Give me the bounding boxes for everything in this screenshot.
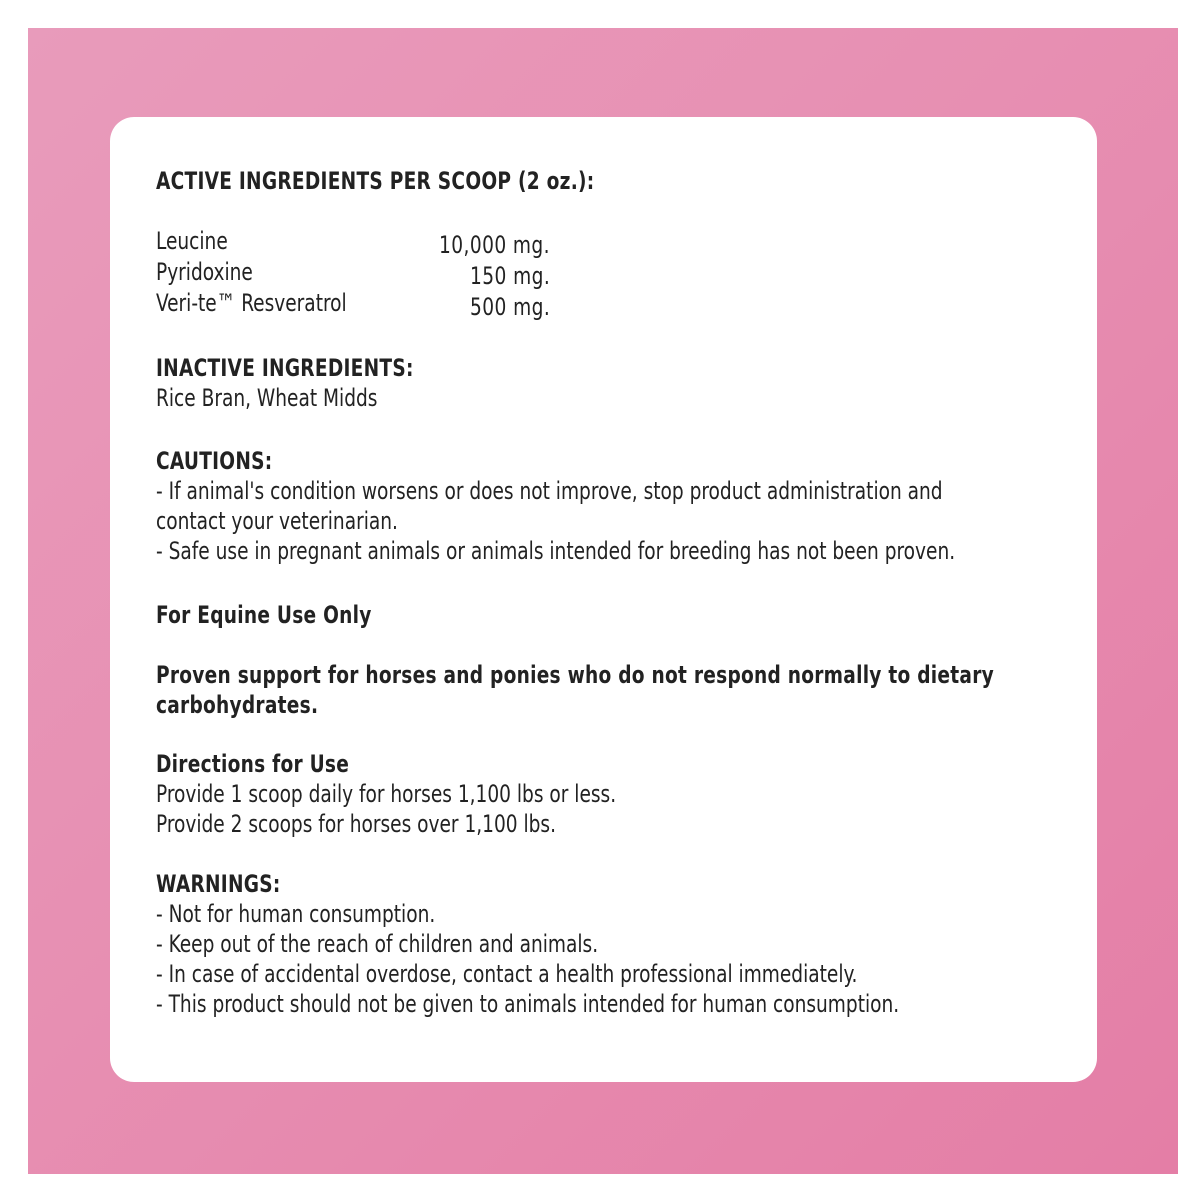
warning-line: - This product should not be given to animals intended for human consumption. bbox=[156, 990, 900, 1018]
claim-section bbox=[156, 660, 1130, 720]
directions-heading: Directions for Use bbox=[156, 750, 350, 778]
caution-line: - If animal's condition worsens or does not improve, stop product administration and bbox=[156, 477, 943, 505]
directions-line: Provide 1 scoop daily for horses 1,100 lbs or less. bbox=[156, 780, 617, 808]
ingredient-name: Leucine bbox=[156, 227, 228, 255]
ingredient-row bbox=[156, 288, 1056, 319]
ingredient-row bbox=[156, 257, 1056, 288]
ingredient-row bbox=[156, 226, 1056, 257]
inactive-ingredients-text: Rice Bran, Wheat Midds bbox=[156, 384, 378, 412]
cautions-heading: CAUTIONS: bbox=[156, 447, 273, 475]
active-ingredients-heading: ACTIVE INGREDIENTS PER SCOOP (2 oz.): bbox=[156, 167, 595, 195]
inactive-ingredients-section bbox=[156, 353, 456, 413]
caution-line: - Safe use in pregnant animals or animals intended for breeding has not been proven. bbox=[156, 537, 956, 565]
ingredients-table bbox=[156, 226, 1056, 319]
warning-line: - In case of accidental overdose, contact a health professional immediately. bbox=[156, 960, 858, 988]
ingredient-amount: 10,000 mg. bbox=[439, 231, 550, 259]
claim-line: Proven support for horses and ponies who do not respond normally to dietary bbox=[156, 661, 994, 689]
ingredient-amount: 150 mg. bbox=[469, 262, 550, 290]
caution-line: contact your veterinarian. bbox=[156, 507, 398, 535]
cautions-section bbox=[156, 446, 1085, 566]
claim-line: carbohydrates. bbox=[156, 691, 319, 719]
ingredient-amount: 500 mg. bbox=[469, 293, 550, 321]
warnings-section bbox=[156, 869, 1020, 1019]
equine-use-section bbox=[156, 600, 407, 630]
warnings-heading: WARNINGS: bbox=[156, 870, 281, 898]
directions-section bbox=[156, 749, 691, 839]
ingredient-name: Pyridoxine bbox=[156, 258, 253, 286]
inactive-ingredients-heading: INACTIVE INGREDIENTS: bbox=[156, 354, 414, 382]
equine-use-text: For Equine Use Only bbox=[156, 601, 372, 629]
warning-line: - Not for human consumption. bbox=[156, 900, 436, 928]
directions-line: Provide 2 scoops for horses over 1,100 lbs. bbox=[156, 810, 557, 838]
warning-line: - Keep out of the reach of children and animals. bbox=[156, 930, 599, 958]
ingredient-name: Veri-te™ Resveratrol bbox=[156, 289, 347, 317]
active-ingredients-section bbox=[156, 166, 666, 196]
